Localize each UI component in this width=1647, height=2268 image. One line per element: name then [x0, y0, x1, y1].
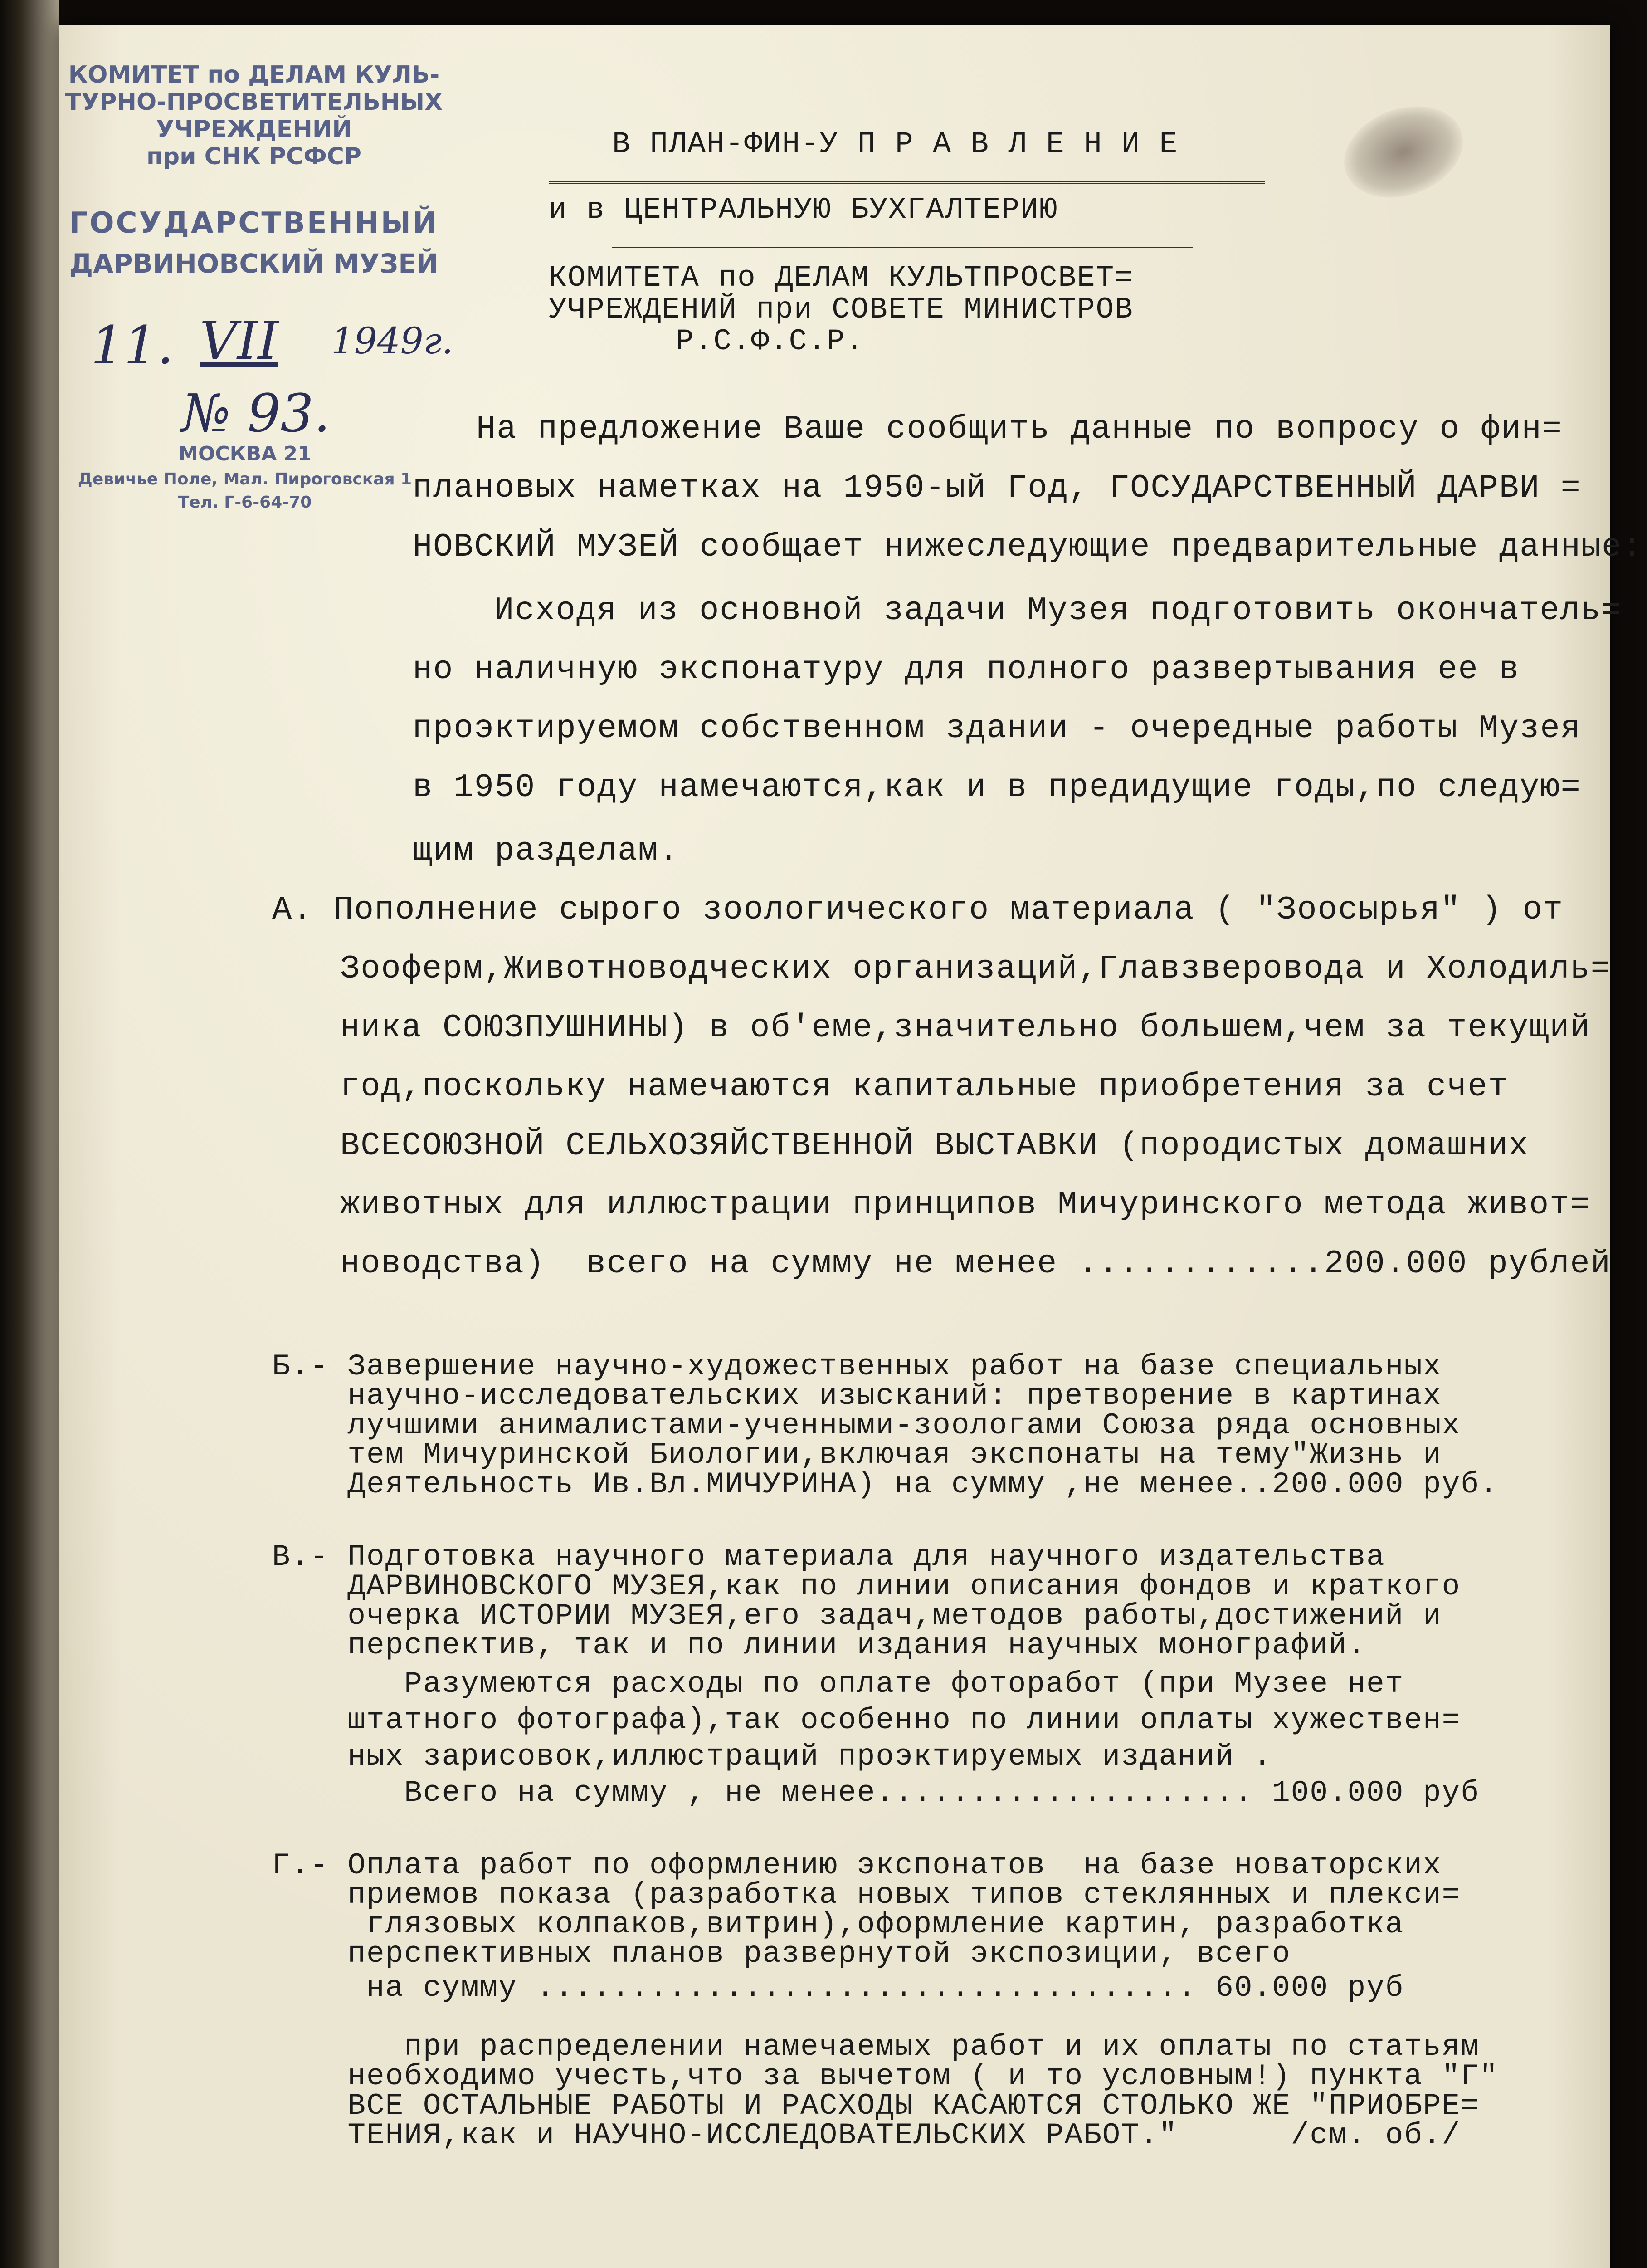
item-a-line: А. Пополнение сырого зоологического материала ( "Зоосырья" ) от [272, 891, 1564, 929]
addressee-line: Р.С.Ф.С.Р. [676, 324, 865, 358]
item-a-line: ВСЕСОЮЗНОЙ СЕЛЬХОЗЯЙСТВЕННОЙ ВЫСТАВКИ (породистых домашних [340, 1127, 1530, 1164]
date-month: VII [200, 311, 278, 371]
item-b-line: лучшими анималистами-ученными-зоологами Союза ряда основных [272, 1408, 1461, 1442]
intro-line: в 1950 году намечаются,как и в предидущие годы,по следую= [413, 769, 1581, 806]
intro-line: плановых наметках на 1950-ый Год, ГОСУДАРСТВЕННЫЙ ДАРВИ = [413, 469, 1581, 507]
item-b-line: научно-исследовательских изысканий: претворение в картинах [272, 1379, 1442, 1413]
item-a-line: Зооферм,Животноводческих организаций,Главзверовода и Холодиль= [340, 950, 1611, 987]
intro-line: На предложение Ваше сообщить данные по вопросу о фин= [476, 411, 1563, 448]
document-page [59, 25, 1643, 2268]
intro-line: Исходя из основной задачи Музея подготовить окончатель= [494, 592, 1622, 629]
item-v-line: ДАРВИНОВСКОГО МУЗЕЯ,как по линии описания фондов и краткого [272, 1569, 1461, 1603]
item-g-line: перспективных планов развернутой экспозиции, всего [272, 1937, 1291, 1971]
item-v-line: Всего на сумму , не менее.................... 100.000 руб [272, 1776, 1480, 1810]
stamp-line: Девичье Поле, Мал. Пироговская 1 [78, 470, 412, 489]
item-a-line: новодства) всего на сумму не менее ............200.000 рублей [340, 1245, 1611, 1282]
item-g-line: на сумму ................................... 60.000 руб [272, 1971, 1404, 2005]
stain-mark [1331, 91, 1476, 214]
stamp-line: ТУРНО-ПРОСВЕТИТЕЛЬНЫХ [65, 88, 443, 116]
closing-line: необходимо учесть,что за вычетом ( и то условным!) пункта "Г" [272, 2059, 1499, 2093]
document-number: № 93. [181, 383, 331, 444]
intro-line: но наличную экспонатуру для полного развертывания ее в [413, 651, 1520, 688]
book-binding-edge [0, 0, 59, 2268]
divider [612, 247, 1193, 249]
addressee-line: КОМИТЕТА по ДЕЛАМ КУЛЬТПРОСВЕТ= [549, 261, 1134, 295]
closing-line: при распределении намечаемых работ и их оплаты по статьям [272, 2030, 1480, 2064]
item-v-line: штатного фотографа),так особенно по линии оплаты хужествен= [272, 1703, 1461, 1737]
item-b-line: Деятельность Ив.Вл.МИЧУРИНА) на сумму ,не менее..200.000 руб. [272, 1467, 1499, 1501]
item-v-line: ных зарисовок,иллюстраций проэктируемых изданий . [272, 1740, 1272, 1774]
item-g-line: Г.- Оплата работ по оформлению экспонатов на базе новаторских [272, 1848, 1442, 1882]
stamp-line: при СНК РСФСР [146, 143, 362, 170]
intro-line: НОВСКИЙ МУЗЕЙ сообщает нижеследующие предварительные данные: [413, 528, 1643, 566]
addressee-line: В ПЛАН-ФИН-У П Р А В Л Е Н И Е [612, 127, 1179, 161]
item-b-line: Б.- Завершение научно-художественных работ на базе специальных [272, 1349, 1442, 1383]
stamp-line: УЧРЕЖДЕНИЙ [156, 116, 352, 143]
addressee-line: УЧРЕЖДЕНИЙ при СОВЕТЕ МИНИСТРОВ [549, 293, 1134, 327]
item-a-line: ника СОЮЗПУШНИНЫ) в об'еме,значительно большем,чем за текущий [340, 1009, 1591, 1046]
stamp-line: ГОСУДАРСТВЕННЫЙ [69, 206, 439, 240]
institution-stamp [59, 61, 449, 170]
item-v-line: очерка ИСТОРИИ МУЗЕЯ,его задач,методов работы,достижений и [272, 1599, 1442, 1633]
stamp-line: МОСКВА 21 [178, 442, 312, 465]
item-a-line: животных для иллюстрации принципов Мичуринского метода живот= [340, 1186, 1591, 1223]
museum-stamp [59, 206, 449, 279]
item-v-line: перспектив, так и по линии издания научных монографий. [272, 1628, 1367, 1662]
address-stamp [59, 442, 431, 512]
stamp-line: Тел. Г-6-64-70 [178, 493, 312, 512]
date-day: 11. [91, 315, 174, 376]
item-a-line: год,поскольку намечаются капитальные приобретения за счет [340, 1068, 1509, 1105]
date-year: 1949г. [331, 320, 453, 362]
item-v-line: В.- Подготовка научного материала для научного издательства [272, 1540, 1385, 1574]
addressee-line: и в ЦЕНТРАЛЬНУЮ БУХГАЛТЕРИЮ [549, 193, 1058, 227]
closing-line: ВСЕ ОСТАЛЬНЫЕ РАБОТЫ И РАСХОДЫ КАСАЮТСЯ СТОЛЬКО ЖЕ "ПРИОБРЕ= [272, 2089, 1480, 2123]
stamp-line: ДАРВИНОВСКИЙ МУЗЕЙ [69, 248, 439, 279]
stamp-line: КОМИТЕТ по ДЕЛАМ КУЛЬ- [68, 61, 440, 88]
intro-line: щим разделам. [413, 832, 679, 870]
item-g-line: приемов показа (разработка новых типов стеклянных и плекси= [272, 1878, 1461, 1912]
item-b-line: тем Мичуринской Биологии,включая экспонаты на тему"Жизнь и [272, 1438, 1442, 1472]
intro-line: проэктируемом собственном здании - очередные работы Музея [413, 710, 1581, 747]
item-g-line: глязовых колпаков,витрин),оформление картин, разработка [272, 1907, 1404, 1941]
divider [549, 181, 1265, 184]
closing-line: ТЕНИЯ,как и НАУЧНО-ИССЛЕДОВАТЕЛЬСКИХ РАБОТ." /см. об./ [272, 2118, 1461, 2152]
item-v-line: Разумеются расходы по оплате фоторабот (при Музее нет [272, 1667, 1404, 1701]
